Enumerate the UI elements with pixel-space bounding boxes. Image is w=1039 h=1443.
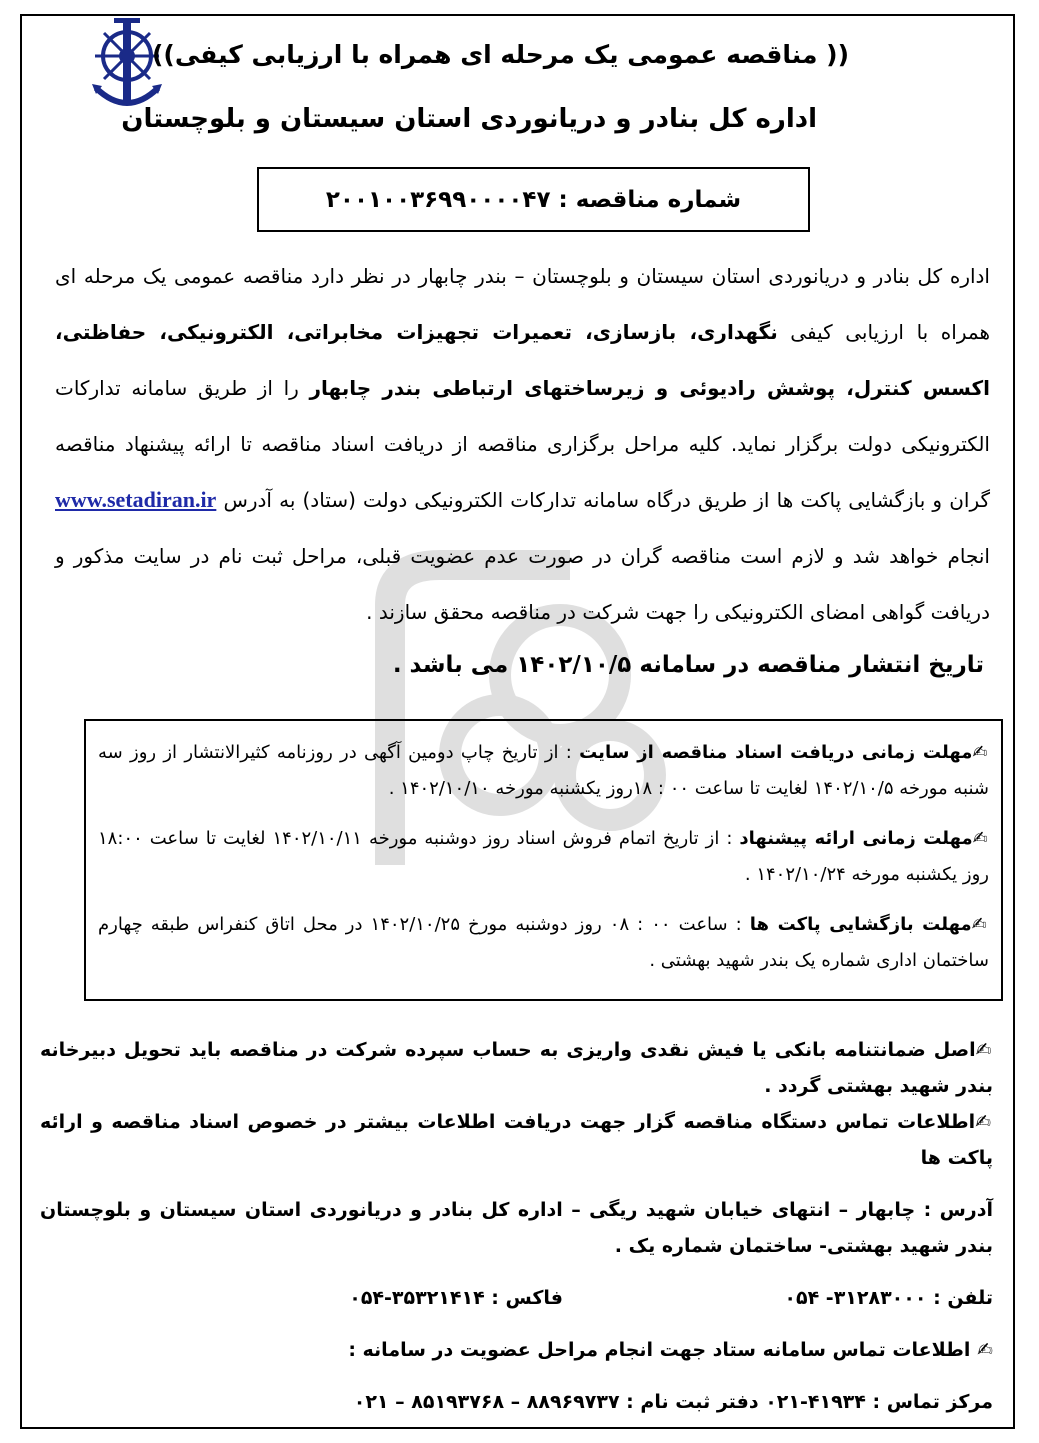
publish-date: تاریخ انتشار مناقصه در سامانه ۱۴۰۲/۱۰/۵ می باشد .: [392, 652, 984, 678]
deadline-title: مهلت زمانی ارائه پیشنهاد: [739, 828, 973, 849]
page-heading: (( مناقصه عمومی یک مرحله ای همراه با ارزیابی کیفی)): [151, 40, 849, 69]
guarantee-text: اصل ضمانتنامه بانکی یا فیش نقدی واریزی به حساب سپرده شرکت در مناقصه باید تحویل دبیرخانه بندر شهید بهشتی گردد .: [40, 1039, 993, 1097]
tender-number-box: [257, 167, 810, 232]
writing-hand-icon: ✍: [972, 742, 989, 763]
deadline-item: [98, 907, 989, 979]
intro-text-2: را از طریق سامانه تدارکات الکترونیکی دولت برگزار نماید. کلیه مراحل برگزاری مناقصه از دریافت اسناد مناقصه تا ارائه پیشنهاد مناقصه گران و بازگشایی پاکت ها از طریق درگاه سامانه تدارکات الکترونیکی دولت (ستاد) به آدرس: [55, 376, 990, 512]
website-link[interactable]: www.setadiran.ir: [55, 487, 217, 512]
deadline-text: : ساعت ۰۰ : ۰۸ روز دوشنبه مورخ ۱۴۰۲/۱۰/۲۵ در محل اتاق کنفراس طبقه چهارم ساختمان اداری شماره یک بندر شهید بهشتی .: [98, 914, 989, 971]
tender-number: شماره مناقصه : ۲۰۰۱۰۰۳۶۹۹۰۰۰۰۴۷: [325, 186, 742, 213]
organization-title: اداره کل بنادر و دریانوردی استان سیستان و بلوچستان: [121, 104, 817, 134]
contact-title: [40, 1104, 993, 1176]
setad-title: [40, 1332, 993, 1368]
phone-fax-row: [40, 1280, 993, 1316]
deadline-text: : از تاریخ چاپ دومین آگهی در روزنامه کثیرالانتشار از روز سه شنبه مورخه ۱۴۰۲/۱۰/۵ لغایت تا ساعت ۰۰ : ۱۸روز یکشنبه مورخه ۱۴۰۲/۱۰/۱۰ .: [98, 742, 989, 799]
writing-hand-icon: ✍: [972, 828, 989, 849]
deadlines-box: [84, 719, 1003, 1001]
intro-paragraph: [55, 248, 990, 640]
phone-label: تلفن :: [933, 1287, 993, 1309]
writing-hand-icon: ✍: [970, 1339, 993, 1361]
intro-subject: نگهداری، بازسازی، تعمیرات تجهیزات مخابراتی، الکترونیکی، حفاظتی، اکسس کنترل، پوشش رادیوئی و زیرساختهای ارتباطی بندر چابهار: [55, 320, 990, 400]
address-label: آدرس :: [923, 1199, 993, 1221]
guarantee-note: [40, 1032, 993, 1104]
address-text: چابهار – انتهای خیابان شهید ریگی – اداره کل بنادر و دریانوردی استان سیستان و بلوچستان بندر شهید بهشتی- ساختمان شماره یک .: [40, 1199, 993, 1257]
writing-hand-icon: ✍: [975, 1039, 993, 1061]
contact-title-text: اطلاعات تماس دستگاه مناقصه گزار جهت دریافت اطلاعات بیشتر در خصوص اسناد مناقصه و ارائه پاکت ها: [40, 1111, 993, 1169]
phone-number: ۳۱۲۸۳۰۰۰- ۰۵۴: [784, 1287, 934, 1309]
notes-section: [40, 1032, 993, 1420]
fax: فاکس : ۳۵۳۲۱۴۱۴-۰۵۴: [349, 1287, 563, 1309]
intro-text-3: انجام خواهد شد و لازم است مناقصه گران در صورت عدم عضویت قبلی، مراحل ثبت نام در سایت مذکور و دریافت گواهی امضای الکترونیکی را جهت شرکت در مناقصه محقق سازند .: [55, 544, 990, 624]
deadline-item: [98, 821, 989, 893]
contact-center: [40, 1384, 993, 1420]
setad-title-text: اطلاعات تماس سامانه ستاد جهت انجام مراحل عضویت در سامانه :: [348, 1339, 971, 1361]
intro-text-1: اداره کل بنادر و دریانوردی استان سیستان و بلوچستان – بندر چابهار در نظر دارد مناقصه عمومی یک مرحله ای همراه با ارزیابی کیفی: [55, 264, 990, 344]
deadline-title: مهلت زمانی دریافت اسناد مناقصه از سایت: [579, 742, 973, 763]
phone: [563, 1280, 993, 1316]
writing-hand-icon: ✍: [975, 1111, 993, 1133]
deadline-item: [98, 735, 989, 807]
deadline-text: : از تاریخ اتمام فروش اسناد روز دوشنبه مورخه ۱۴۰۲/۱۰/۱۱ لغایت تا ساعت ۱۸:۰۰ روز یکشنبه مورخه ۱۴۰۲/۱۰/۲۴ .: [98, 828, 989, 885]
contact-center-text: مرکز تماس : ۴۱۹۳۴-۰۲۱ دفتر ثبت نام : ۸۸۹۶۹۷۳۷ – ۸۵۱۹۳۷۶۸ – ۰۲۱: [353, 1391, 993, 1413]
writing-hand-icon: ✍: [971, 914, 990, 935]
address-line: [40, 1192, 993, 1264]
deadline-title: مهلت بازگشایی پاکت ها: [749, 914, 972, 935]
